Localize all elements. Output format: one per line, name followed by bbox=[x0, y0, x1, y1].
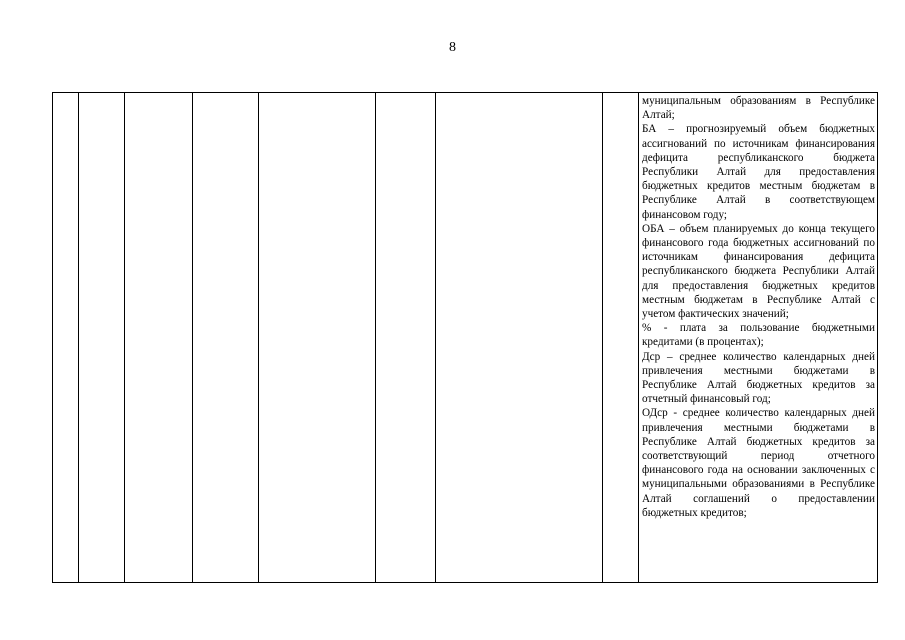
page-number: 8 bbox=[449, 40, 456, 55]
formula-legend-cell bbox=[639, 93, 878, 583]
legend-paragraph-dsr: Дср – среднее количество календарных дней привлечения местными бюджетами в Республике Алтай бюджетных кредитов за отчетный финансовый год; bbox=[642, 350, 875, 406]
table-cell-col-7 bbox=[436, 93, 603, 583]
table-cell-col-3 bbox=[125, 93, 193, 583]
table-cell-col-2 bbox=[79, 93, 125, 583]
table-cell-col-8 bbox=[603, 93, 639, 583]
table-cell-col-6 bbox=[376, 93, 436, 583]
document-table bbox=[52, 92, 878, 583]
table-cell-col-5 bbox=[259, 93, 376, 583]
legend-paragraph-percent: % - плата за пользование бюджетными кредитами (в процентах); bbox=[642, 322, 875, 349]
legend-paragraph-municipal: муниципальным образованиям в Республике Алтай; bbox=[642, 95, 875, 122]
legend-paragraph-odsr: ОДср - среднее количество календарных дней привлечения местными бюджетами в Республике Алтай бюджетных кредитов за соответствующий период отчетного финансового года на основании заключенных с муниципальными образованиями в Республике Алтай соглашений о предоставлении бюджетных кредитов; bbox=[642, 407, 875, 519]
table-cell-col-4 bbox=[193, 93, 259, 583]
table-cell-col-1 bbox=[53, 93, 79, 583]
table-row bbox=[53, 93, 878, 583]
legend-paragraph-ba: БА – прогнозируемый объем бюджетных ассигнований по источникам финансирования дефицита республиканского бюджета Республики Алтай для предоставления бюджетных кредитов местным бюджетам в Республике Алтай в соответствующем финансовом году; bbox=[642, 123, 875, 221]
legend-paragraph-oba: ОБА – объем планируемых до конца текущего финансового года бюджетных ассигнований по источникам финансирования дефицита республиканского бюджета Республики Алтай для предоставления бюджетных кредитов местным бюджетам в Республике Алтай с учетом фактических значений; bbox=[642, 222, 875, 321]
